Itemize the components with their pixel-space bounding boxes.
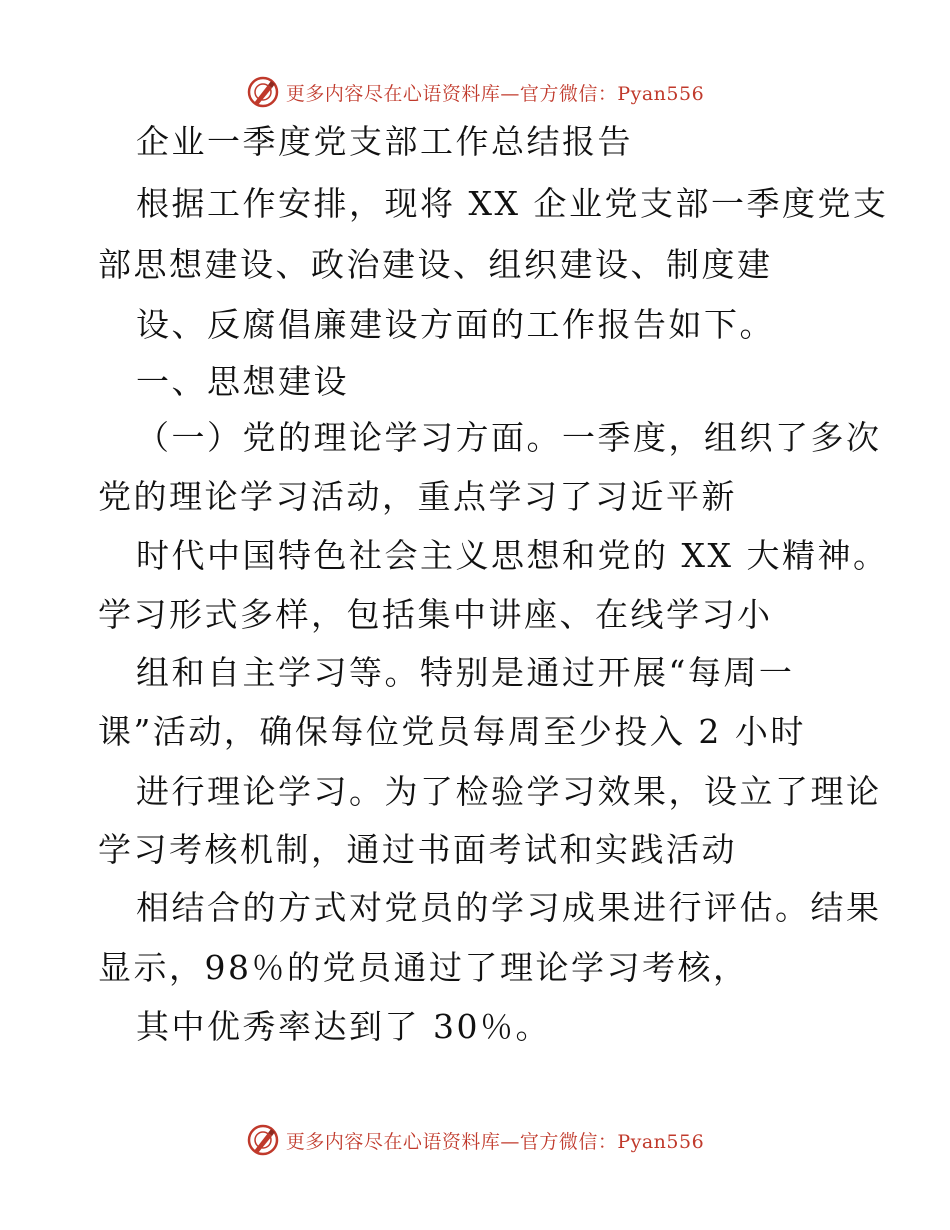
paragraph-line: 课”活动，确保每位党员每周至少投入 2 小时 — [98, 712, 806, 751]
paragraph-line: 根据工作安排，现将 XX 企业党支部一季度党支 — [136, 184, 889, 223]
pen-logo-icon — [246, 75, 280, 109]
paragraph-line: 其中优秀率达到了 30％。 — [136, 1007, 551, 1046]
section-heading: 一、思想建设 — [136, 362, 349, 401]
banner-text: 更多内容尽在心语资料库—官方微信：Pyan556 — [285, 82, 705, 105]
paragraph-line: 显示，98％的党员通过了理论学习考核， — [98, 948, 749, 987]
document-title: 企业一季度党支部工作总结报告 — [136, 122, 633, 161]
paragraph-line: 进行理论学习。为了检验学习效果，设立了理论 — [136, 772, 882, 811]
paragraph-line: 学习形式多样，包括集中讲座、在线学习小 — [98, 595, 773, 634]
paragraph-line: 组和自主学习等。特别是通过开展“每周一 — [136, 653, 795, 692]
header-watermark-banner — [0, 72, 950, 112]
pen-logo-icon — [246, 1123, 280, 1157]
paragraph-line: 学习考核机制，通过书面考试和实践活动 — [98, 830, 737, 869]
paragraph-line: 党的理论学习活动，重点学习了习近平新 — [98, 477, 737, 516]
paragraph-line: （一）党的理论学习方面。一季度，组织了多次 — [136, 418, 882, 457]
paragraph-line: 时代中国特色社会主义思想和党的 XX 大精神。 — [136, 536, 889, 575]
paragraph-line: 部思想建设、政治建设、组织建设、制度建 — [98, 245, 773, 284]
footer-watermark-banner — [0, 1120, 950, 1160]
paragraph-line: 设、反腐倡廉建设方面的工作报告如下。 — [136, 305, 775, 344]
banner-text: 更多内容尽在心语资料库—官方微信：Pyan556 — [285, 1130, 705, 1153]
paragraph-line: 相结合的方式对党员的学习成果进行评估。结果 — [136, 888, 882, 927]
